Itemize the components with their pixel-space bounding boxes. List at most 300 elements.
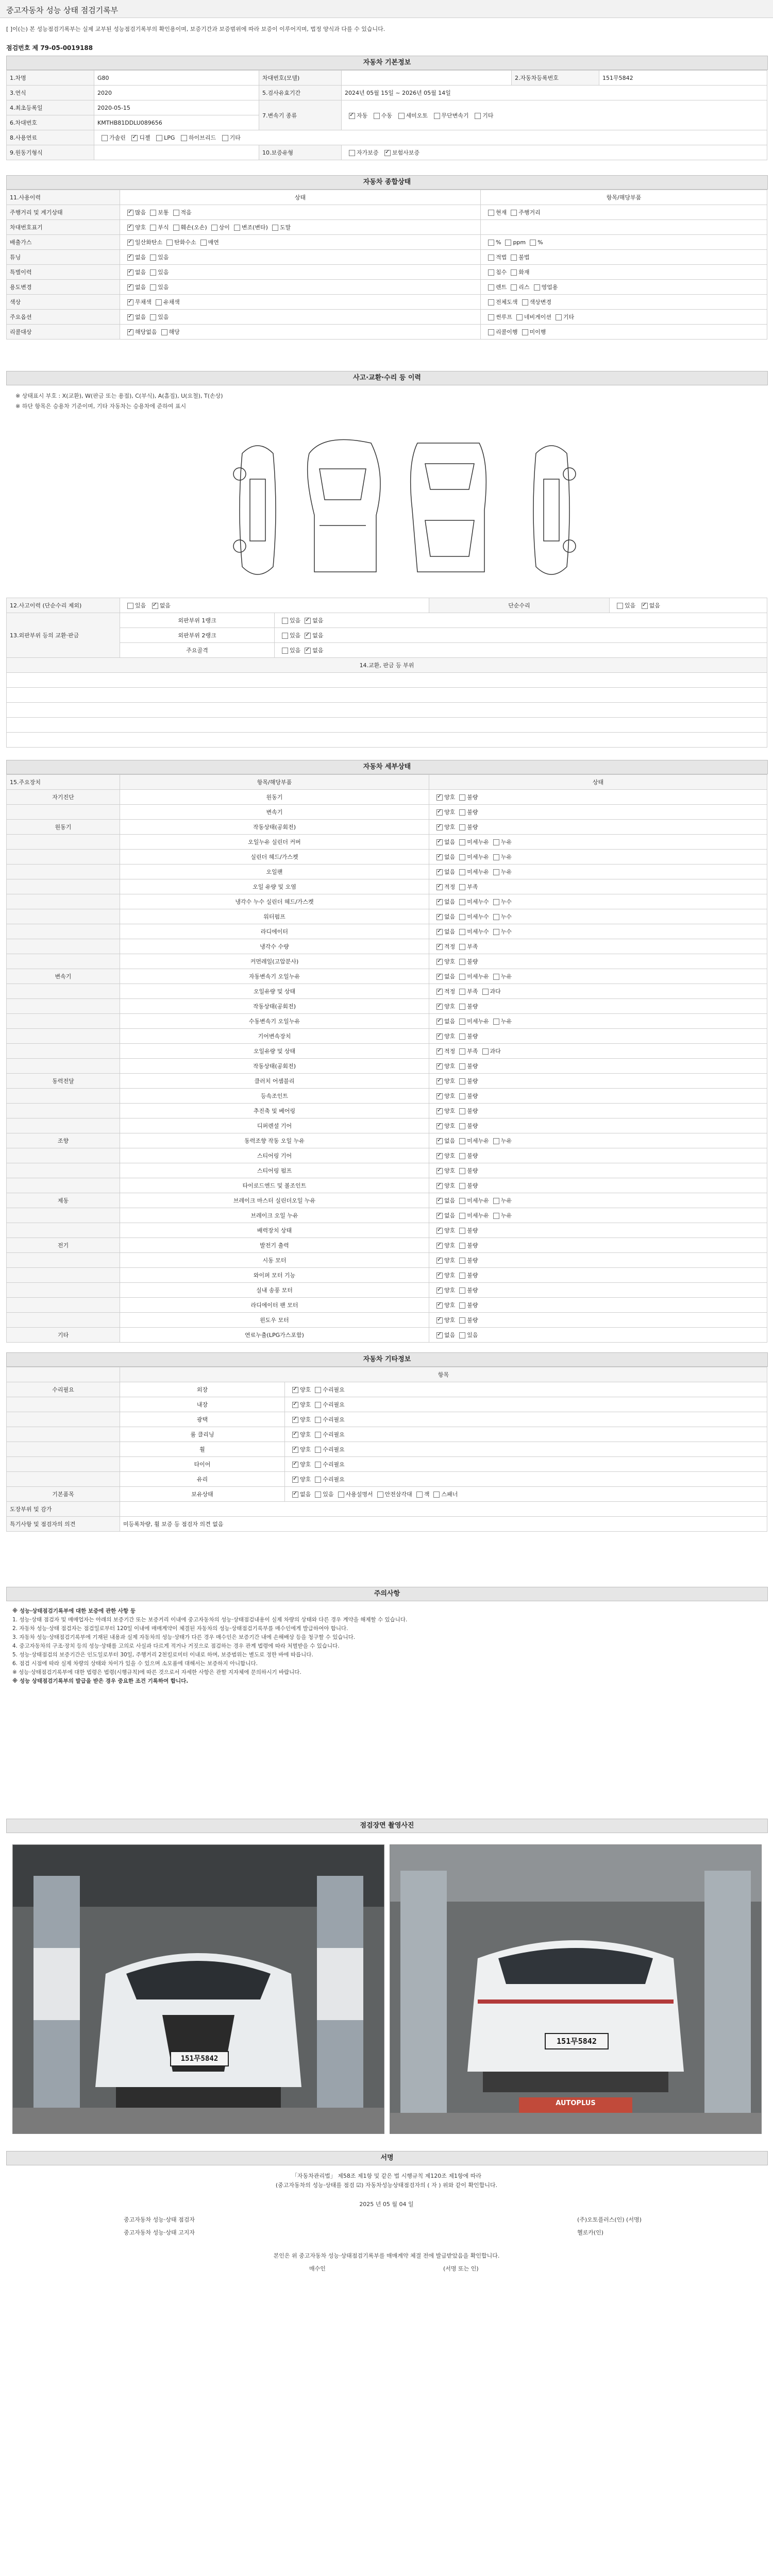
- option-label: 미세누유: [467, 1197, 489, 1204]
- checkbox[interactable]: [305, 648, 311, 654]
- checkbox[interactable]: [127, 329, 133, 335]
- cert-value: 79-05-0019188: [40, 44, 93, 52]
- detail-row: [7, 1268, 767, 1283]
- overall-status: [120, 280, 481, 295]
- detail-item: 작동상태(공회전): [120, 999, 429, 1014]
- checkbox[interactable]: [436, 1108, 443, 1114]
- overall-items: [481, 205, 767, 220]
- checkbox[interactable]: [315, 1477, 321, 1483]
- detail-item: 디퍼렌셜 기어: [120, 1118, 429, 1133]
- checkbox[interactable]: [436, 959, 443, 965]
- checkbox[interactable]: [488, 210, 494, 216]
- checkbox[interactable]: [305, 618, 311, 624]
- checkbox[interactable]: [459, 944, 465, 950]
- detail-row: [7, 939, 767, 954]
- label-engine-type: 9.원동기형식: [7, 145, 94, 160]
- checkbox[interactable]: [459, 1078, 465, 1084]
- notice-text: [ ]이(는) 본 성능점검기록부는 실제 교부된 성능점검기록부의 확인용이며, 보증기간과 보증범위에 따라 보증이 이루어지며, 법정 양식과 다를 수 있습니다.: [6, 26, 385, 32]
- option-label: 없음: [444, 869, 456, 875]
- checkbox[interactable]: [102, 135, 108, 141]
- checkbox[interactable]: [173, 210, 179, 216]
- overall-status: [120, 220, 481, 235]
- other-status: [285, 1472, 767, 1487]
- checkbox[interactable]: [436, 914, 443, 920]
- detail-status: [429, 1328, 767, 1343]
- checkbox[interactable]: [315, 1462, 321, 1468]
- option-label: 있음: [467, 1332, 478, 1338]
- checkbox[interactable]: [459, 839, 465, 845]
- overall-table: [6, 190, 767, 340]
- detail-status: [429, 909, 767, 924]
- detail-row: [7, 969, 767, 984]
- checkbox[interactable]: [349, 150, 355, 156]
- accident-row: [7, 673, 767, 688]
- detail-row: [7, 1029, 767, 1044]
- option-label: 잭: [424, 1491, 430, 1498]
- detail-status: [429, 1089, 767, 1104]
- checkbox[interactable]: [436, 1033, 443, 1040]
- checkbox[interactable]: [436, 1138, 443, 1144]
- option-label: 불량: [467, 958, 478, 965]
- detail-status: [429, 969, 767, 984]
- option-label: 양호: [444, 1317, 456, 1324]
- checkbox[interactable]: [436, 794, 443, 801]
- other-item: 휠: [120, 1442, 285, 1457]
- detail-row: [7, 850, 767, 865]
- checkbox[interactable]: [459, 1153, 465, 1159]
- checkbox[interactable]: [493, 1213, 499, 1219]
- checkbox[interactable]: [459, 884, 465, 890]
- checkbox[interactable]: [127, 225, 133, 231]
- checkbox[interactable]: [617, 603, 623, 609]
- checkbox[interactable]: [493, 839, 499, 845]
- checkbox[interactable]: [556, 314, 562, 320]
- checkbox[interactable]: [459, 1168, 465, 1174]
- opt-label: 기타: [229, 134, 241, 141]
- checkbox[interactable]: [436, 1258, 443, 1264]
- overall-row: [7, 220, 767, 235]
- detail-status: [429, 805, 767, 820]
- checkbox[interactable]: [459, 1004, 465, 1010]
- checkbox[interactable]: [436, 1273, 443, 1279]
- checkbox[interactable]: [482, 1048, 489, 1055]
- opt-label: 수동: [381, 112, 393, 119]
- option-label: 양호: [444, 1063, 456, 1070]
- checkbox[interactable]: [488, 299, 494, 306]
- detail-status: [429, 835, 767, 850]
- checkbox[interactable]: [315, 1402, 321, 1408]
- checkbox[interactable]: [459, 914, 465, 920]
- checkbox[interactable]: [292, 1447, 298, 1453]
- overall-status: [120, 250, 481, 265]
- checkbox[interactable]: [511, 255, 517, 261]
- option-label: 양호: [444, 1003, 456, 1010]
- checkbox[interactable]: [459, 1213, 465, 1219]
- checkbox[interactable]: [436, 1123, 443, 1129]
- checkbox[interactable]: [292, 1402, 298, 1408]
- detail-status: [429, 850, 767, 865]
- detail-item: 클러치 어셈블리: [120, 1074, 429, 1089]
- overall-label: 용도변경: [7, 280, 120, 295]
- checkbox[interactable]: [436, 1153, 443, 1159]
- checkbox[interactable]: [377, 1492, 383, 1498]
- checkbox[interactable]: [433, 1492, 440, 1498]
- checkbox[interactable]: [459, 1033, 465, 1040]
- option-label: 없음: [444, 1018, 456, 1025]
- option-label: 상이: [219, 224, 230, 231]
- other-row: [7, 1412, 767, 1427]
- fuel-options: [94, 130, 767, 145]
- checkbox[interactable]: [493, 1138, 499, 1144]
- detail-item: 와이퍼 모터 기능: [120, 1268, 429, 1283]
- label-transmission: 7.변속기 종류: [259, 100, 342, 130]
- checkbox[interactable]: [459, 1332, 465, 1338]
- checkbox[interactable]: [127, 314, 133, 320]
- checkbox[interactable]: [127, 269, 133, 276]
- checkbox[interactable]: [436, 1198, 443, 1204]
- other-row: [7, 1502, 767, 1517]
- notes-block: [12, 1607, 760, 1686]
- checkbox[interactable]: [436, 1063, 443, 1070]
- checkbox[interactable]: [459, 1048, 465, 1055]
- checkbox[interactable]: [488, 284, 494, 291]
- checkbox[interactable]: [459, 1093, 465, 1099]
- opt-label: 없음: [312, 647, 324, 654]
- option-label: 없음: [300, 1491, 311, 1498]
- checkbox[interactable]: [434, 113, 440, 119]
- checkbox[interactable]: [272, 225, 278, 231]
- checkbox[interactable]: [459, 959, 465, 965]
- sign-date: 2025 년 05 월 04 일: [359, 2201, 414, 2208]
- checkbox[interactable]: [292, 1477, 298, 1483]
- label-vin: 6.차대번호: [7, 115, 94, 130]
- checkbox[interactable]: [511, 284, 517, 291]
- option-label: 적정: [444, 1048, 456, 1055]
- detail-status: [429, 879, 767, 894]
- option-label: 양호: [300, 1386, 311, 1393]
- detail-group: [7, 1014, 120, 1029]
- buyer-label: 매수인: [309, 2265, 326, 2272]
- other-row: [7, 1442, 767, 1457]
- checkbox[interactable]: [436, 809, 443, 816]
- checkbox[interactable]: [384, 150, 391, 156]
- checkbox[interactable]: [488, 269, 494, 276]
- checkbox[interactable]: [131, 135, 138, 141]
- checkbox[interactable]: [459, 809, 465, 816]
- checkbox[interactable]: [488, 240, 494, 246]
- checkbox[interactable]: [436, 1019, 443, 1025]
- checkbox[interactable]: [459, 1302, 465, 1309]
- opt-label: 디젤: [139, 134, 150, 141]
- option-label: %: [496, 239, 501, 246]
- checkbox[interactable]: [511, 210, 517, 216]
- other-group: [7, 1472, 120, 1487]
- checkbox[interactable]: [150, 225, 156, 231]
- option-label: 양호: [444, 958, 456, 965]
- checkbox[interactable]: [127, 210, 133, 216]
- checkbox[interactable]: [315, 1492, 321, 1498]
- license-plate-rear: 151무5842: [545, 2033, 609, 2049]
- overall-row: [7, 325, 767, 340]
- checkbox[interactable]: [127, 284, 133, 291]
- checkbox[interactable]: [156, 135, 162, 141]
- option-label: 부족: [467, 1048, 478, 1055]
- checkbox[interactable]: [436, 1093, 443, 1099]
- checkbox[interactable]: [459, 1317, 465, 1324]
- checkbox[interactable]: [282, 618, 288, 624]
- checkbox[interactable]: [436, 1302, 443, 1309]
- checkbox[interactable]: [459, 1228, 465, 1234]
- checkbox[interactable]: [459, 974, 465, 980]
- option-label: 누수: [500, 899, 512, 905]
- checkbox[interactable]: [374, 113, 380, 119]
- checkbox[interactable]: [398, 113, 405, 119]
- checkbox[interactable]: [488, 329, 494, 335]
- section-sign-title: 서명: [6, 2151, 768, 2165]
- accident-row: [7, 628, 767, 643]
- outer-rank-2-options: [275, 628, 767, 643]
- checkbox[interactable]: [211, 225, 217, 231]
- checkbox[interactable]: [292, 1417, 298, 1423]
- checkbox[interactable]: [436, 1004, 443, 1010]
- checkbox[interactable]: [459, 1273, 465, 1279]
- checkbox[interactable]: [282, 648, 288, 654]
- checkbox[interactable]: [150, 255, 156, 261]
- checkbox[interactable]: [459, 1198, 465, 1204]
- detail-group: [7, 1223, 120, 1238]
- checkbox[interactable]: [493, 914, 499, 920]
- detail-item: 오일 유량 및 오염: [120, 879, 429, 894]
- checkbox[interactable]: [522, 299, 528, 306]
- option-label: 과다: [490, 988, 501, 995]
- checkbox[interactable]: [150, 314, 156, 320]
- checkbox[interactable]: [150, 269, 156, 276]
- checkbox[interactable]: [315, 1432, 321, 1438]
- option-label: 렌트: [496, 284, 507, 291]
- checkbox[interactable]: [173, 225, 179, 231]
- checkbox[interactable]: [416, 1492, 423, 1498]
- checkbox[interactable]: [511, 269, 517, 276]
- checkbox[interactable]: [459, 854, 465, 860]
- checkbox[interactable]: [493, 974, 499, 980]
- detail-group: 제동: [7, 1193, 120, 1208]
- checkbox[interactable]: [315, 1447, 321, 1453]
- checkbox[interactable]: [436, 1213, 443, 1219]
- opt-label: 세미오토: [406, 112, 428, 119]
- checkbox[interactable]: [436, 1317, 443, 1324]
- checkbox[interactable]: [459, 1183, 465, 1189]
- detail-row: [7, 1133, 767, 1148]
- checkbox[interactable]: [181, 135, 187, 141]
- checkbox[interactable]: [493, 854, 499, 860]
- detail-item: 커먼레일(고압분사): [120, 954, 429, 969]
- checkbox[interactable]: [292, 1387, 298, 1393]
- option-label: 색상변경: [529, 299, 552, 306]
- checkbox[interactable]: [127, 299, 133, 306]
- option-label: 없음: [444, 1212, 456, 1219]
- checkbox[interactable]: [127, 240, 133, 246]
- checkbox[interactable]: [488, 314, 494, 320]
- overall-row: [7, 205, 767, 220]
- checkbox[interactable]: [530, 240, 536, 246]
- checkbox[interactable]: [150, 284, 156, 291]
- checkbox[interactable]: [493, 1019, 499, 1025]
- checkbox[interactable]: [127, 603, 133, 609]
- checkbox[interactable]: [282, 633, 288, 639]
- value-year: 2020: [94, 86, 259, 100]
- checkbox[interactable]: [127, 255, 133, 261]
- option-label: 네비게이션: [524, 314, 552, 320]
- detail-group: [7, 1044, 120, 1059]
- option-label: 누유: [500, 1212, 512, 1219]
- detail-group: 변속기: [7, 969, 120, 984]
- checkbox[interactable]: [436, 974, 443, 980]
- option-label: 불량: [467, 1063, 478, 1070]
- checkbox[interactable]: [436, 899, 443, 905]
- checkbox[interactable]: [459, 989, 465, 995]
- note-item: 1. 성능·상태 점검자 및 매매업자는 아래의 보증기간 또는 보증거리 이내에 중고자동차의 성능·상태점검내용이 실제 차량의 상태와 다른 경우 계약을 해제할 수 있습니다.: [12, 1617, 408, 1623]
- detail-group: [7, 1089, 120, 1104]
- detail-row: [7, 1089, 767, 1104]
- detail-status: [429, 1178, 767, 1193]
- checkbox[interactable]: [436, 1332, 443, 1338]
- checkbox[interactable]: [436, 929, 443, 935]
- checkbox[interactable]: [459, 1108, 465, 1114]
- option-label: 불량: [467, 809, 478, 816]
- detail-group: [7, 1208, 120, 1223]
- option-label: 양호: [444, 1123, 456, 1129]
- notifier-label: 중고자동차 성능·상태 고지자: [124, 2229, 195, 2236]
- checkbox[interactable]: [234, 225, 240, 231]
- checkbox[interactable]: [349, 113, 355, 119]
- option-label: 불량: [467, 1257, 478, 1264]
- other-item: 타이어: [120, 1457, 285, 1472]
- checkbox[interactable]: [488, 255, 494, 261]
- section-overall-title: 자동차 종합상태: [6, 175, 768, 190]
- checkbox[interactable]: [200, 240, 207, 246]
- checkbox[interactable]: [436, 1078, 443, 1084]
- checkbox[interactable]: [493, 869, 499, 875]
- checkbox[interactable]: [292, 1492, 298, 1498]
- checkbox[interactable]: [436, 1287, 443, 1294]
- checkbox[interactable]: [150, 210, 156, 216]
- checkbox[interactable]: [522, 329, 528, 335]
- detail-table: [6, 774, 767, 1343]
- checkbox[interactable]: [459, 1258, 465, 1264]
- other-item: 유리: [120, 1472, 285, 1487]
- checkbox[interactable]: [166, 240, 173, 246]
- value-vin: KMTHB81DDLU089656: [94, 115, 259, 130]
- accident-row: [7, 733, 767, 748]
- checkbox[interactable]: [493, 899, 499, 905]
- checkbox[interactable]: [505, 240, 511, 246]
- opt-label: 없음: [312, 617, 324, 624]
- accident-row: [7, 703, 767, 718]
- checkbox[interactable]: [222, 135, 228, 141]
- checkbox[interactable]: [436, 884, 443, 890]
- checkbox[interactable]: [459, 1287, 465, 1294]
- checkbox[interactable]: [459, 1019, 465, 1025]
- checkbox[interactable]: [436, 1243, 443, 1249]
- checkbox[interactable]: [459, 899, 465, 905]
- option-label: 누유: [500, 1018, 512, 1025]
- detail-item: 오일유량 및 상태: [120, 1044, 429, 1059]
- checkbox[interactable]: [493, 1198, 499, 1204]
- opt-label: 기타: [482, 112, 494, 119]
- checkbox[interactable]: [436, 1228, 443, 1234]
- detail-status: [429, 1238, 767, 1253]
- parts-row: [7, 673, 767, 688]
- option-label: 없음: [444, 1332, 456, 1338]
- checkbox[interactable]: [292, 1462, 298, 1468]
- checkbox[interactable]: [436, 869, 443, 875]
- option-label: 부족: [467, 988, 478, 995]
- checkbox[interactable]: [292, 1432, 298, 1438]
- option-label: 양호: [300, 1476, 311, 1483]
- checkbox[interactable]: [459, 1123, 465, 1129]
- detail-group: [7, 1298, 120, 1313]
- detail-item: 오일팬: [120, 865, 429, 879]
- checkbox[interactable]: [152, 603, 158, 609]
- checkbox[interactable]: [493, 929, 499, 935]
- detail-row: [7, 1238, 767, 1253]
- opinion-value: 미등록차량, 휠 보증 등 점검자 의견 없음: [120, 1517, 767, 1532]
- checkbox[interactable]: [436, 824, 443, 831]
- detail-item: 냉각수 누수 실린더 헤드/가스켓: [120, 894, 429, 909]
- option-label: 불량: [467, 1302, 478, 1309]
- checkbox[interactable]: [459, 1243, 465, 1249]
- legend-symbols: ※ 상태표시 부호 : X(교환), W(판금 또는 용접), C(부식), A(흠집), U(요철), T(손상): [15, 393, 223, 399]
- checkbox[interactable]: [482, 989, 489, 995]
- checkbox[interactable]: [436, 1183, 443, 1189]
- detail-row: [7, 1074, 767, 1089]
- detail-item: 타이로드엔드 및 볼조인트: [120, 1178, 429, 1193]
- detail-group: [7, 879, 120, 894]
- detail-status: [429, 894, 767, 909]
- checkbox[interactable]: [156, 299, 162, 306]
- checkbox[interactable]: [459, 1138, 465, 1144]
- checkbox[interactable]: [459, 794, 465, 801]
- checkbox[interactable]: [315, 1417, 321, 1423]
- checkbox[interactable]: [459, 929, 465, 935]
- value-model: [342, 71, 512, 86]
- detail-item: 연료누출(LPG가스포함): [120, 1328, 429, 1343]
- checkbox[interactable]: [642, 603, 648, 609]
- option-label: 적정: [444, 884, 456, 890]
- checkbox[interactable]: [161, 329, 167, 335]
- detail-item: 오일누유 실린더 커버: [120, 835, 429, 850]
- checkbox[interactable]: [436, 989, 443, 995]
- checkbox[interactable]: [338, 1492, 344, 1498]
- checkbox[interactable]: [534, 284, 540, 291]
- checkbox[interactable]: [459, 1063, 465, 1070]
- checkbox[interactable]: [436, 1048, 443, 1055]
- checkbox[interactable]: [305, 633, 311, 639]
- checkbox[interactable]: [436, 839, 443, 845]
- checkbox[interactable]: [516, 314, 523, 320]
- checkbox[interactable]: [436, 944, 443, 950]
- checkbox[interactable]: [459, 824, 465, 831]
- detail-row: [7, 1104, 767, 1118]
- checkbox[interactable]: [459, 869, 465, 875]
- overall-items: [481, 325, 767, 340]
- checkbox[interactable]: [436, 854, 443, 860]
- detail-group: 기타: [7, 1328, 120, 1343]
- checkbox[interactable]: [436, 1168, 443, 1174]
- checkbox[interactable]: [315, 1387, 321, 1393]
- detail-item: 작동상태(공회전): [120, 820, 429, 835]
- checkbox[interactable]: [475, 113, 481, 119]
